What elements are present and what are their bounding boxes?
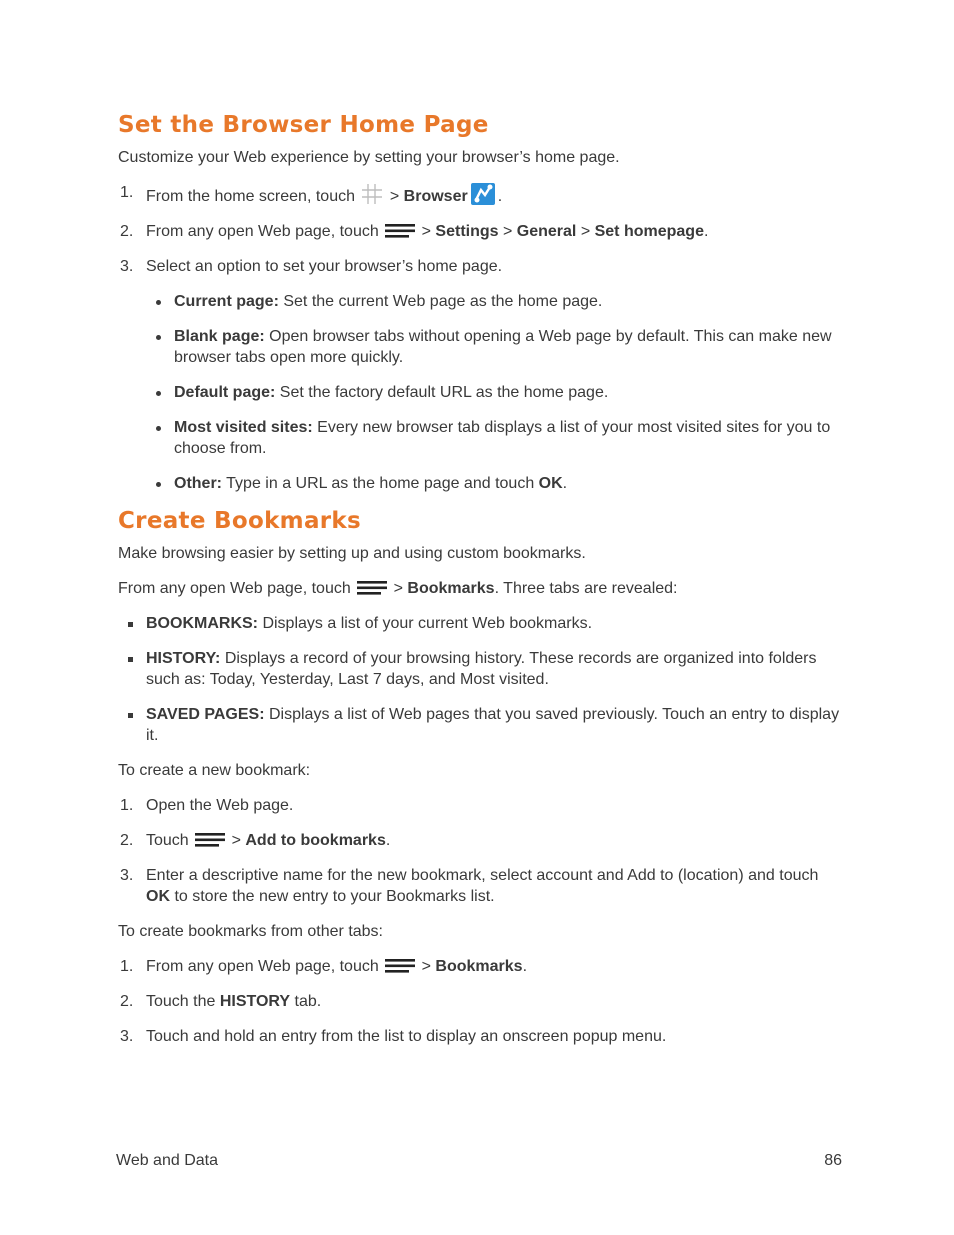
- square-bullet-icon: [128, 713, 133, 718]
- bullet-icon: [156, 391, 161, 396]
- bullet-icon: [156, 335, 161, 340]
- tabs-intro: From any open Web page, touch > Bookmarks. Three tabs are revealed:: [118, 580, 678, 597]
- page-number: 86: [824, 1152, 842, 1169]
- section-intro: Make browsing easier by setting up and using custom bookmarks.: [118, 545, 586, 562]
- list-item: Other: Type in a URL as the home page and touch OK.: [118, 473, 844, 494]
- section-title-bookmarks: Create Bookmarks: [118, 508, 361, 534]
- section-title-home-page: Set the Browser Home Page: [118, 112, 489, 138]
- other-tabs-steps: [118, 956, 844, 1047]
- list-item: 1. Open the Web page.: [120, 797, 294, 814]
- list-item: BOOKMARKS: Displays a list of your current Web bookmarks.: [118, 613, 844, 634]
- square-bullet-icon: [128, 657, 133, 662]
- list-item: 1. From any open Web page, touch > Bookmarks.: [120, 958, 528, 975]
- bullet-icon: [156, 300, 161, 305]
- list-item: 2. Touch > Add to bookmarks.: [120, 832, 391, 849]
- list-item: Current page: Set the current Web page as the home page.: [118, 291, 844, 312]
- list-item: Default page: Set the factory default URL as the home page.: [118, 382, 844, 403]
- bullet-icon: [156, 426, 161, 431]
- list-item: 3. Touch and hold an entry from the list to display an onscreen popup menu.: [120, 1028, 667, 1045]
- home-page-steps: [118, 182, 844, 277]
- list-item: 3. Select an option to set your browser’s home page.: [120, 258, 503, 275]
- new-bookmark-intro: To create a new bookmark:: [118, 762, 311, 779]
- menu-icon: [357, 580, 387, 594]
- list-item: 2. Touch the HISTORY tab.: [120, 993, 322, 1010]
- footer-section-name: Web and Data: [116, 1152, 218, 1169]
- square-bullet-icon: [128, 622, 133, 627]
- list-item: HISTORY: Displays a record of your browsing history. These records are organized into folders such as: Today, Yesterday, Last 7 days, and Most visited.: [118, 648, 844, 690]
- page-content: [118, 112, 844, 1061]
- new-bookmark-steps: [118, 795, 844, 907]
- page-footer: [116, 1151, 842, 1171]
- other-tabs-intro: To create bookmarks from other tabs:: [118, 923, 383, 940]
- bullet-icon: [156, 482, 161, 487]
- browser-icon: [470, 182, 496, 206]
- menu-icon: [385, 223, 415, 237]
- menu-icon: [195, 832, 225, 846]
- apps-grid-icon: [361, 183, 383, 205]
- section-intro: Customize your Web experience by setting your browser’s home page.: [118, 149, 620, 166]
- list-item: 2. From any open Web page, touch > Settings > General > Set homepage.: [120, 223, 709, 240]
- menu-icon: [385, 958, 415, 972]
- list-item: 1. From the home screen, touch > Browser .: [120, 184, 503, 205]
- list-item: Blank page: Open browser tabs without opening a Web page by default. This can make new browser tabs open more quickly.: [118, 326, 844, 368]
- list-item: SAVED PAGES: Displays a list of Web pages that you saved previously. Touch an entry to display it.: [118, 704, 844, 746]
- home-page-options: [118, 291, 844, 494]
- list-item: Most visited sites: Every new browser tab displays a list of your most visited sites for you to choose from.: [118, 417, 844, 459]
- bookmark-tabs-list: [118, 613, 844, 746]
- list-item: 3. Enter a descriptive name for the new bookmark, select account and Add to (location) and touch OK to store the new entry to your Bookmarks list.: [120, 867, 819, 905]
